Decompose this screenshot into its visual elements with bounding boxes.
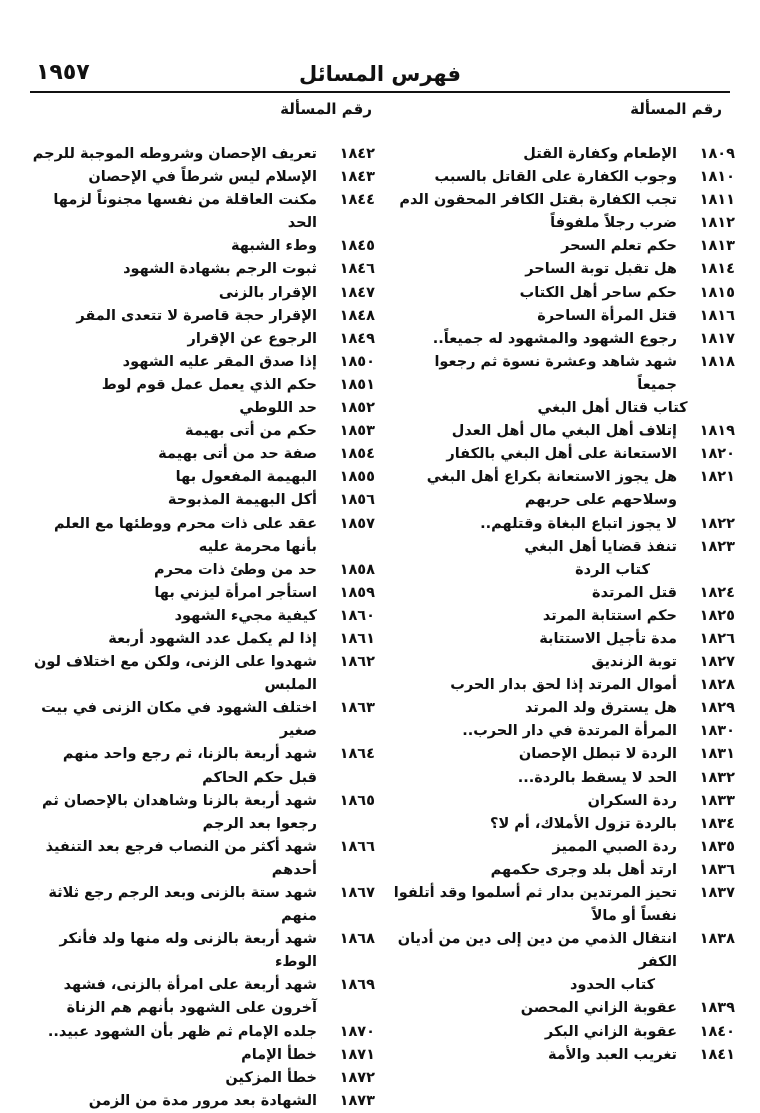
issue-number: ١٨٣٧ (699, 885, 735, 901)
index-entry (390, 466, 735, 512)
index-entry (30, 628, 375, 651)
issue-number: ١٨٣٨ (699, 931, 735, 948)
index-entry (30, 882, 375, 928)
index-entry (390, 582, 735, 605)
issue-number: ١٨٦١ (339, 630, 375, 647)
index-entry (390, 282, 735, 305)
issue-title: ردة الصبي المميز (552, 838, 677, 855)
issue-number: ١٨٢٠ (699, 446, 735, 463)
index-entry (390, 166, 735, 189)
index-entry (390, 651, 735, 674)
issue-title: قتل المرتدة (592, 584, 677, 601)
index-entry (30, 1044, 375, 1067)
page-header (30, 60, 730, 94)
issue-title: ضرب رجلاً ملفوفاً (550, 215, 677, 232)
issue-number: ١٨٥٧ (339, 515, 375, 532)
index-entry (390, 997, 735, 1020)
issue-number: ١٨٥١ (339, 376, 375, 393)
issue-title: الإقرار بالزنى (218, 284, 317, 301)
issue-title: شهد أربعة بالزنا، ثم رجع واحد منهم قبل حكم الحاكم (62, 746, 317, 786)
issue-title: هل يجوز الاستعانة بكراع أهل البغي وسلاحهم على حربهم (426, 469, 677, 509)
issue-title: شهد أربعة على امرأة بالزنى، فشهد آخرون على الشهود بأنهم هم الزناة (63, 977, 317, 1017)
index-entry (30, 328, 375, 351)
issue-title: هل تقبل توبة الساحر (525, 261, 677, 278)
index-entry (30, 420, 375, 443)
index-entry (30, 1067, 375, 1090)
left-column (30, 143, 375, 1113)
issue-number: ١٨٥٢ (339, 400, 375, 417)
issue-number: ١٨٢٩ (699, 700, 735, 717)
issue-number: ١٨٣٩ (699, 1000, 735, 1017)
index-entry (390, 674, 735, 697)
index-entry (390, 767, 735, 790)
index-entry (390, 743, 735, 766)
index-entry (390, 605, 735, 628)
issue-number: ١٨١٩ (699, 423, 735, 440)
index-entry (30, 189, 375, 235)
index-entry (390, 859, 735, 882)
issue-title: عقوبة الزاني البكر (544, 1023, 677, 1040)
issue-number: ١٨٤٩ (339, 330, 375, 347)
index-entry (390, 420, 735, 443)
issue-number: ١٨١٥ (699, 284, 735, 301)
issue-title: الاستعانة على أهل البغي بالكفار (446, 446, 677, 463)
issue-number: ١٨٤٧ (339, 284, 375, 301)
issue-number: ١٨٥٩ (339, 584, 375, 601)
issue-title: استأجر امرأة ليزني بها (154, 584, 317, 601)
issue-title: عقوبة الزاني المحصن (520, 1000, 677, 1017)
issue-title: إذا صدق المقر عليه الشهود (122, 353, 317, 370)
issue-title: شهد أربعة بالزنى وله منها ولد فأنكر الوطء (59, 931, 317, 971)
index-entry (390, 235, 735, 258)
index-entry (30, 513, 375, 559)
issue-number: ١٨٧٠ (339, 1023, 375, 1040)
issue-number: ١٨٢٥ (699, 607, 735, 624)
right-column (390, 143, 735, 1067)
index-entry (30, 305, 375, 328)
index-entry (30, 697, 375, 743)
issue-title: توبة الزنديق (591, 654, 677, 671)
issue-number: ١٨٢٨ (699, 677, 735, 694)
issue-number: ١٨٢٦ (699, 630, 735, 647)
issue-title: الإطعام وكفارة القتل (523, 146, 677, 162)
issue-number: ١٨٥٤ (339, 446, 375, 463)
issue-number: ١٨١٤ (699, 261, 735, 278)
index-entry (390, 443, 735, 466)
issue-number: ١٨٤٨ (339, 307, 375, 324)
index-entry (390, 189, 735, 212)
issue-number: ١٨٧١ (339, 1046, 375, 1063)
index-entry (30, 836, 375, 882)
index-entry (390, 258, 735, 281)
index-entry (390, 305, 735, 328)
index-entry (390, 697, 735, 720)
issue-title: حد اللوطي (239, 400, 317, 417)
issue-number: ١٨٢٣ (699, 538, 735, 555)
issue-number: ١٨١٦ (699, 307, 735, 324)
section-heading: كتاب الحدود (569, 977, 656, 994)
issue-title: حكم من أتى بهيمة (185, 423, 317, 440)
issue-title: لا يجوز اتباع البغاة وقتلهم.. (480, 515, 677, 532)
issue-number: ١٨٣٦ (699, 861, 735, 878)
issue-title: رجوع الشهود والمشهود له جميعاً.. (432, 330, 677, 347)
issue-title: تحيز المرتدين بدار ثم أسلموا وقد أتلفوا نفساً أو مالاً (393, 885, 677, 925)
issue-number: ١٨٥٥ (339, 469, 375, 486)
index-entry (30, 466, 375, 489)
issue-title: بالردة تزول الأملاك، أم لا؟ (490, 815, 677, 832)
issue-number: ١٨٠٩ (699, 146, 735, 162)
issue-number: ١٨٥٠ (339, 353, 375, 370)
issue-title: وجوب الكفارة على القاتل بالسبب (434, 169, 677, 186)
issue-title: حكم الذي يعمل عمل قوم لوط (101, 376, 317, 393)
issue-title: شهد أربعة بالزنا وشاهدان بالإحصان ثم رجعوا بعد الرجم (42, 792, 317, 832)
issue-title: خطأ المزكين (225, 1069, 317, 1086)
issue-number: ١٨١٨ (699, 353, 735, 370)
issue-title: وطء الشبهة (231, 238, 317, 255)
issue-number: ١٨٤٢ (339, 146, 375, 162)
issue-number: ١٨٦٤ (339, 746, 375, 763)
issue-number: ١٨٤٠ (699, 1023, 735, 1040)
index-entry (390, 836, 735, 859)
issue-number: ١٨١٣ (699, 238, 735, 255)
index-entry (390, 351, 735, 397)
index-entry (30, 559, 375, 582)
index-entry (390, 720, 735, 743)
index-entry (30, 1021, 375, 1044)
issue-title: جلده الإمام ثم ظهر بأن الشهود عبيد.. (47, 1023, 317, 1040)
issue-number: ١٨١٧ (699, 330, 735, 347)
issue-number: ١٨٧٣ (339, 1092, 375, 1109)
index-entry (390, 536, 735, 559)
issue-number: ١٨٥٨ (339, 561, 375, 578)
issue-number: ١٨٤١ (699, 1046, 735, 1063)
issue-number: ١٨٣٤ (699, 815, 735, 832)
issue-number: ١٨٦٩ (339, 977, 375, 994)
index-entry (30, 166, 375, 189)
index-entry (390, 143, 735, 166)
issue-title: الإقرار حجة قاصرة لا تتعدى المقر (76, 307, 317, 324)
index-entry (390, 328, 735, 351)
issue-number: ١٨٢١ (699, 469, 735, 486)
issue-number: ١٨٥٦ (339, 492, 375, 509)
issue-number: ١٨١٠ (699, 169, 735, 186)
issue-title: ثبوت الرجم بشهادة الشهود (123, 261, 317, 278)
issue-number: ١٨٦٦ (339, 838, 375, 855)
issue-number: ١٨٤٤ (339, 192, 375, 209)
issue-title: ارتد أهل بلد وجرى حكمهم (490, 861, 677, 878)
index-entry (30, 790, 375, 836)
issue-title: تنفذ قضايا أهل البغي (524, 538, 677, 555)
issue-title: خطأ الإمام (241, 1046, 317, 1063)
issue-number: ١٨٦٢ (339, 654, 375, 671)
issue-title: الحد لا يسقط بالردة... (517, 769, 677, 786)
issue-number: ١٨٤٦ (339, 261, 375, 278)
issue-title: مدة تأجيل الاستتابة (539, 630, 677, 647)
page-number: ١٩٥٧ (36, 60, 90, 85)
issue-number: ١٨٤٣ (339, 169, 375, 186)
issue-title: أكل البهيمة المذبوحة (167, 492, 317, 509)
issue-number: ١٨٦٠ (339, 607, 375, 624)
issue-title: الشهادة بعد مرور مدة من الزمن (88, 1092, 317, 1109)
issue-title: حد من وطئ ذات محرم (153, 561, 317, 578)
issue-title: إتلاف أهل البغي مال أهل العدل (451, 423, 677, 440)
index-entry (390, 1044, 735, 1067)
index-entry (390, 212, 735, 235)
issue-title: ردة السكران (587, 792, 677, 809)
index-entry (30, 397, 375, 420)
issue-title: شهد أكثر من النصاب فرجع بعد التنفيذ أحدهم (45, 838, 317, 878)
issue-title: الردة لا تبطل الإحصان (518, 746, 677, 763)
right-column-header: رقم المسألة (630, 100, 722, 118)
index-entry (30, 351, 375, 374)
issue-title: أموال المرتد إذا لحق بدار الحرب (450, 677, 677, 694)
issue-title: تغريب العبد والأمة (548, 1046, 677, 1063)
issue-number: ١٨٣٣ (699, 792, 735, 809)
issue-number: ١٨١١ (699, 192, 735, 209)
issue-number: ١٨٦٨ (339, 931, 375, 948)
issue-number: ١٨٤٥ (339, 238, 375, 255)
issue-number: ١٨٣٥ (699, 838, 735, 855)
issue-title: عقد على ذات محرم ووطئها مع العلم بأنها محرمة عليه (54, 515, 317, 555)
header-rule (30, 91, 730, 93)
issue-title: قتل المرأة الساحرة (537, 307, 677, 324)
issue-number: ١٨٢٧ (699, 654, 735, 671)
index-entry (30, 928, 375, 974)
issue-number: ١٨٢٤ (699, 584, 735, 601)
index-entry (30, 489, 375, 512)
issue-title: هل يسترق ولد المرتد (524, 700, 677, 717)
issue-title: اختلف الشهود في مكان الزنى في بيت صغير (41, 700, 317, 740)
issue-title: حكم استتابة المرتد (542, 607, 677, 624)
section-heading: كتاب قتال أهل البغي (537, 400, 688, 417)
index-entry (30, 651, 375, 697)
index-entry (390, 513, 735, 536)
issue-number: ١٨٦٧ (339, 885, 375, 901)
page-title: فهرس المسائل (298, 62, 461, 86)
issue-title: شهدوا على الزنى، ولكن مع اختلاف لون الملبس (34, 654, 317, 694)
index-entry (30, 235, 375, 258)
issue-title: إذا لم يكمل عدد الشهود أربعة (108, 630, 317, 647)
issue-title: المرأة المرتدة في دار الحرب.. (462, 723, 677, 740)
issue-title: صفة حد من أتى بهيمة (158, 446, 317, 463)
issue-number: ١٨٢٢ (699, 515, 735, 532)
index-entry (30, 282, 375, 305)
index-entry (30, 443, 375, 466)
issue-title: تعريف الإحصان وشروطه الموجبة للرجم (32, 146, 317, 162)
index-entry (390, 628, 735, 651)
left-column-header: رقم المسألة (280, 100, 372, 118)
issue-title: حكم تعلم السحر (561, 238, 677, 255)
issue-number: ١٨٣٢ (699, 769, 735, 786)
issue-title: الإسلام ليس شرطاً في الإحصان (88, 169, 317, 186)
issue-number: ١٨٣٠ (699, 723, 735, 740)
index-entry (30, 374, 375, 397)
index-entry (30, 143, 375, 166)
issue-title: تجب الكفارة بقتل الكافر المحقون الدم (399, 192, 677, 209)
index-entry (30, 1090, 375, 1113)
index-entry (390, 928, 735, 974)
issue-title: حكم ساحر أهل الكتاب (519, 284, 677, 301)
index-entry (390, 790, 735, 813)
issue-number: ١٨١٢ (699, 215, 735, 232)
issue-title: شهد شاهد وعشرة نسوة ثم رجعوا جميعاً (434, 353, 677, 393)
index-entry (390, 882, 735, 928)
index-entry (390, 1021, 735, 1044)
issue-number: ١٨٣١ (699, 746, 735, 763)
issue-title: شهد ستة بالزنى وبعد الرجم رجع ثلاثة منهم (48, 885, 317, 925)
issue-number: ١٨٥٣ (339, 423, 375, 440)
issue-title: الرجوع عن الإقرار (187, 330, 317, 347)
issue-number: ١٨٦٥ (339, 792, 375, 809)
issue-title: انتقال الذمي من دين إلى دين من أديان الكفر (397, 931, 677, 971)
issue-number: ١٨٦٣ (339, 700, 375, 717)
index-entry (30, 743, 375, 789)
index-entry (390, 813, 735, 836)
index-entry (30, 258, 375, 281)
section-heading: كتاب الردة (575, 561, 650, 578)
issue-title: البهيمة المفعول بها (175, 469, 317, 486)
index-entry (30, 605, 375, 628)
issue-title: مكنت العاقلة من نفسها مجنوناً لزمها الحد (53, 192, 317, 232)
issue-number: ١٨٧٢ (339, 1069, 375, 1086)
index-entry (30, 582, 375, 605)
index-entry (30, 974, 375, 1020)
issue-title: كيفية مجيء الشهود (174, 607, 317, 624)
